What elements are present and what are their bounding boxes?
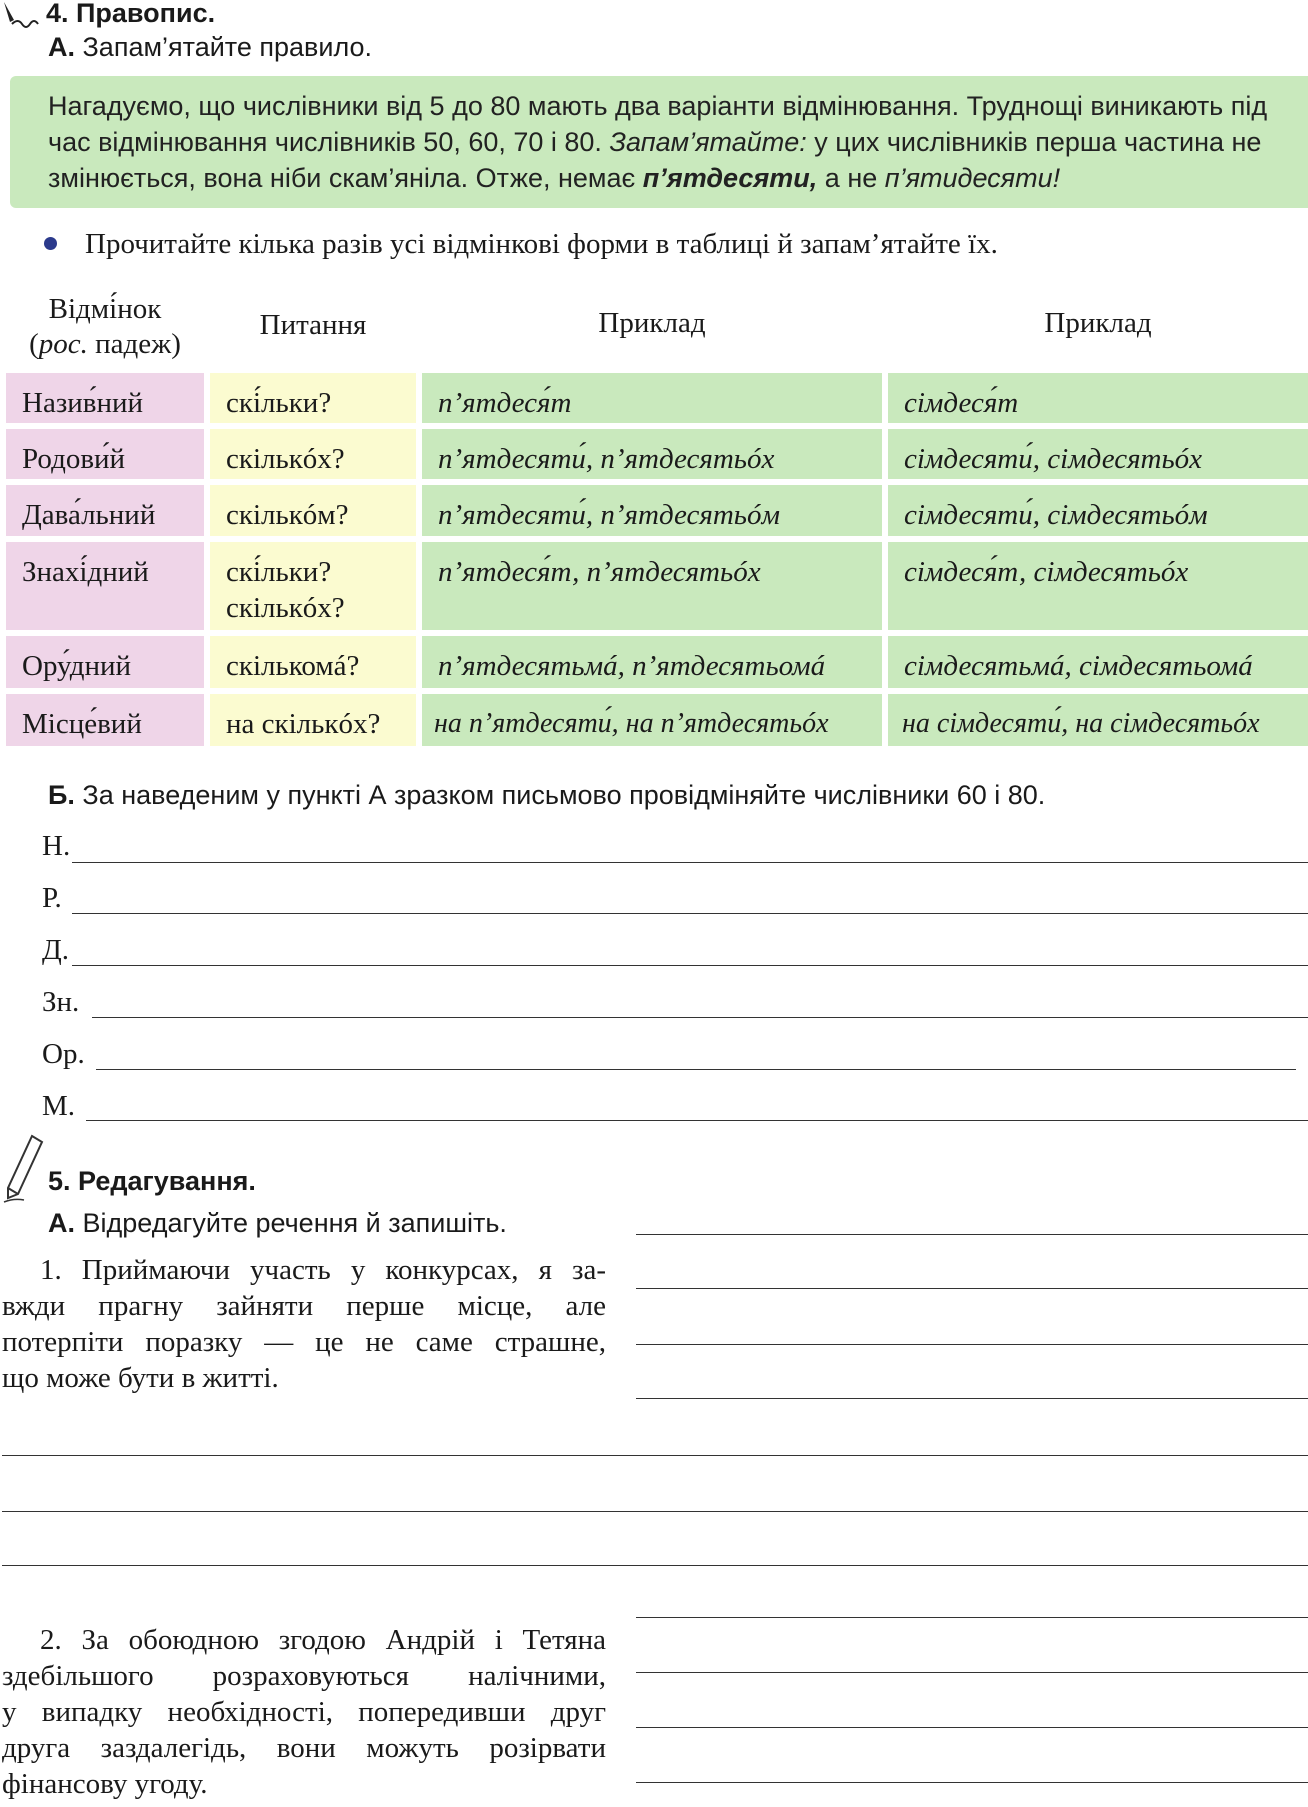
section4-part-b: Б. За наведеним у пункті А зразком письмово провідміняйте числівники 60 і 80. bbox=[48, 780, 1046, 810]
answer-line[interactable] bbox=[2, 1511, 1308, 1512]
answer-line[interactable] bbox=[72, 913, 1308, 914]
table-cell-question: скількóм? bbox=[210, 485, 416, 536]
answer-line[interactable] bbox=[72, 965, 1308, 966]
sentence-1: 1. Приймаючи участь у конкурсах, я за- вжди прагну зайняти перше місце, але потерпіти поразку — це не саме страшне, що може бути в житті. bbox=[2, 1254, 606, 1394]
table-cell-question: скількомá? bbox=[210, 636, 416, 688]
table-cell-question: скі́льки? bbox=[210, 373, 416, 423]
table-header-example1: Приклад bbox=[598, 307, 706, 339]
table-cell-case: Родови́й bbox=[6, 429, 204, 479]
table-cell-case: Знахі́дний bbox=[6, 542, 204, 630]
table-cell-example2: сімдесяти́, сімдесятьóх bbox=[888, 429, 1308, 479]
table-header-example2: Приклад bbox=[1044, 307, 1152, 339]
section4-title: 4. Правопис. bbox=[46, 0, 216, 28]
sentence-2: 2. За обоюдною згодою Андрій і Тетяна здебільшого розраховуються налічними, у випадку необхідності, попередивши друг друга заздалегідь, вони можуть розірвати фінансову угоду. bbox=[2, 1624, 606, 1800]
table-cell-example1: на п’ятдесяти́, на п’ятдесятьóх bbox=[422, 694, 882, 746]
answer-line[interactable] bbox=[2, 1565, 1308, 1566]
table-header-case: Відмі́нок (рос. падеж) bbox=[29, 293, 181, 360]
rule-text: Нагадуємо, що числівники від 5 до 80 мають два варіанти відмінювання. Труднощі виникають під час відмінювання числівників 50, 60, 70 і 80. Запам’ятайте: у цих числівників перша частина не змінюється, вона ніби скам’яніла. Отже, немає п’ятдесяти, а не п’ятидесяти! bbox=[48, 91, 1268, 193]
answer-line[interactable] bbox=[2, 1455, 1308, 1456]
table-cell-example1: п’ятдесяти́, п’ятдесятьóх bbox=[422, 429, 882, 479]
answer-line[interactable] bbox=[96, 1069, 1296, 1070]
pencil-icon bbox=[2, 1132, 48, 1204]
answer-line[interactable] bbox=[636, 1288, 1308, 1289]
section4-part-a: А. Запам’ятайте правило. bbox=[48, 32, 373, 62]
answer-line[interactable] bbox=[636, 1617, 1308, 1618]
table-cell-example2: сімдеся́т bbox=[888, 373, 1308, 423]
table-cell-example1: п’ятдеся́т, п’ятдесятьóх bbox=[422, 542, 882, 630]
answer-line[interactable] bbox=[636, 1234, 1308, 1235]
section5-part-a: А. Відредагуйте речення й запишіть. bbox=[48, 1208, 507, 1238]
answer-line[interactable] bbox=[636, 1782, 1308, 1783]
answer-line[interactable] bbox=[92, 1017, 1308, 1018]
answer-line[interactable] bbox=[636, 1398, 1308, 1399]
table-cell-example2: на сімдесяти́, на сімдесятьóх bbox=[888, 694, 1308, 746]
table-cell-example2: сімдесятьмá, сімдесятьомá bbox=[888, 636, 1308, 688]
case-label-r: Р. bbox=[42, 882, 62, 914]
table-cell-case: Дава́льний bbox=[6, 485, 204, 536]
case-label-or: Ор. bbox=[42, 1038, 85, 1070]
case-label-zn: Зн. bbox=[42, 986, 80, 1018]
bullet-instruction: Прочитайте кілька разів усі відмінкові форми в таблиці й запам’ятайте їх. bbox=[44, 228, 998, 261]
table-cell-example1: п’ятдесяти́, п’ятдесятьóм bbox=[422, 485, 882, 536]
case-label-n: Н. bbox=[42, 830, 71, 862]
table-cell-example2: сімдесяти́, сімдесятьóм bbox=[888, 485, 1308, 536]
bullet-dot-icon bbox=[44, 237, 57, 250]
case-label-d: Д. bbox=[42, 934, 70, 966]
answer-line[interactable] bbox=[636, 1727, 1308, 1728]
table-header-question: Питання bbox=[259, 309, 367, 341]
section5-title: 5. Редагування. bbox=[48, 1166, 256, 1196]
answer-line[interactable] bbox=[636, 1344, 1308, 1345]
table-cell-case: Ору́дний bbox=[6, 636, 204, 688]
table-cell-question: скількóх? bbox=[210, 429, 416, 479]
table-cell-example2: сімдеся́т, сімдесятьóх bbox=[888, 542, 1308, 630]
case-label-m: М. bbox=[42, 1090, 76, 1122]
table-cell-case: Місце́вий bbox=[6, 694, 204, 746]
answer-line[interactable] bbox=[72, 862, 1308, 863]
answer-line[interactable] bbox=[636, 1672, 1308, 1673]
table-cell-question: на скількóх? bbox=[210, 694, 416, 746]
answer-line[interactable] bbox=[86, 1120, 1308, 1121]
table-cell-example1: п’ятдеся́т bbox=[422, 373, 882, 423]
pen-icon bbox=[0, 0, 44, 30]
table-cell-example1: п’ятдесятьмá, п’ятдесятьомá bbox=[422, 636, 882, 688]
table-cell-question: скі́льки? скількóх? bbox=[210, 542, 416, 630]
table-cell-case: Назив́ний bbox=[6, 373, 204, 423]
